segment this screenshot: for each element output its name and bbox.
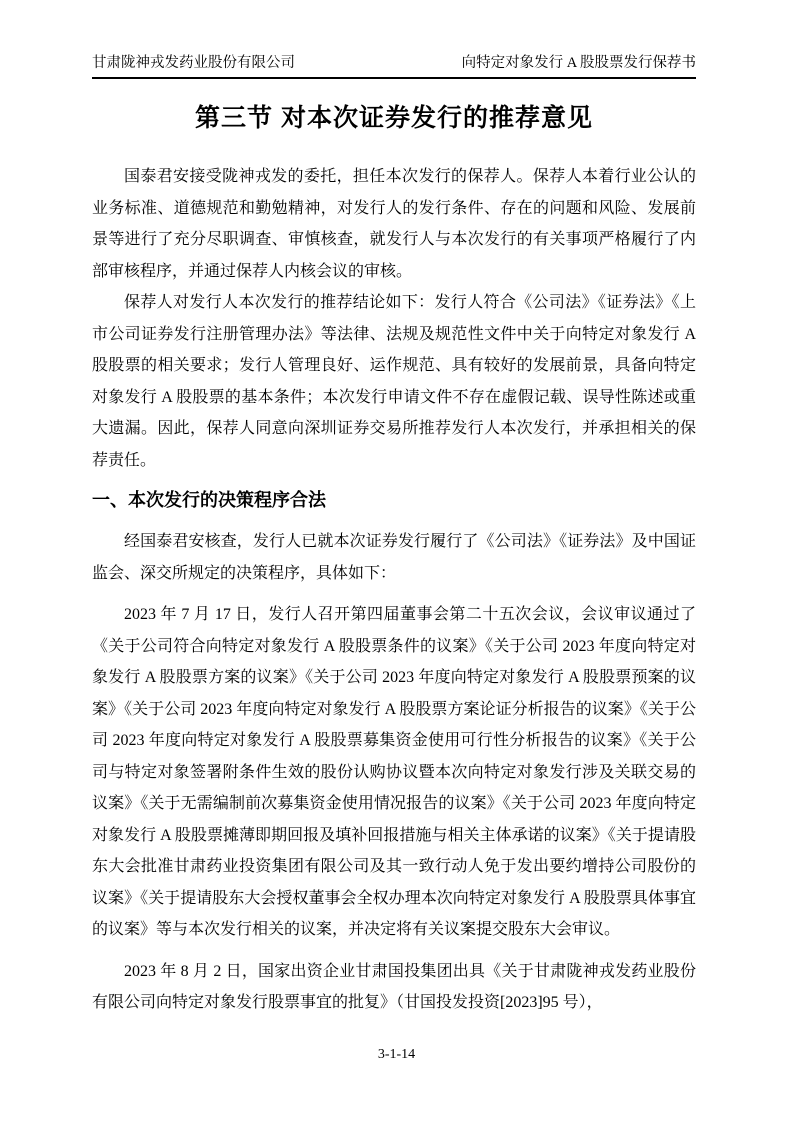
section1-paragraph-2: 2023 年 7 月 17 日，发行人召开第四届董事会第二十五次会议，会议审议通过了《关于公司符合向特定对象发行 A 股股票条件的议案》《关于公司 2023 年度向特定对象发行 A 股股票方案的议案》《关于公司 2023 年度向特定对象发行 A 股股票预案的议案》《关于公司 2023 年度向特定对象发行 A 股股票方案论证分析报告的议案》《关于公司 2023 年度向特定对象发行 A 股股票募集资金使用可行性分析报告的议案》《关于公司与特定对象签署附条件生效的股份认购协议暨本次向特定对象发行涉及关联交易的议案》《关于无需编制前次募集资金使用情况报告的议案》《关于公司 2023 年度向特定对象发行 A 股股票摊薄即期回报及填补回报措施与相关主体承诺的议案》《关于提请股东大会批准甘肃药业投资集团有限公司及其一致行动人免于发出要约增持公司股份的议案》《关于提请股东大会授权董事会全权办理本次向特定对象发行 A 股股票具体事宜的议案》等与本次发行相关的议案，并决定将有关议案提交股东大会审议。 (92, 606, 696, 938)
header-document-title: 向特定对象发行 A 股股票发行保荐书 (461, 55, 696, 71)
page-header (92, 54, 696, 79)
page-number: 3-1-14 (377, 1047, 416, 1062)
page-footer (0, 1046, 793, 1064)
intro-paragraph-2: 保荐人对发行人本次发行的推荐结论如下：发行人符合《公司法》《证券法》《上市公司证券发行注册管理办法》等法律、法规及规范性文件中关于向特定对象发行 A 股股票的相关要求；发行人管理良好、运作规范、具有较好的发展前景，具备向特定对象发行 A 股股票的基本条件；本次发行申请文件不存在虚假记载、误导性陈述或重大遗漏。因此，保荐人同意向深圳证券交易所推荐发行人本次发行，并承担相关的保荐责任。 (92, 294, 696, 469)
header-company-name: 甘肃陇神戎发药业股份有限公司 (92, 55, 295, 71)
section1-paragraph-3: 2023 年 8 月 2 日，国家出资企业甘肃国投集团出具《关于甘肃陇神戎发药业股份有限公司向特定对象发行股票事宜的批复》（甘国投发投资[2023]95 号）， (92, 962, 696, 1011)
page-title: 第三节 对本次证券发行的推荐意见 (195, 104, 593, 132)
section-heading-decision-procedure: 一、本次发行的决策程序合法 (92, 490, 326, 510)
document-body (92, 161, 696, 1019)
intro-paragraph-1: 国泰君安接受陇神戎发的委托，担任本次发行的保荐人。保荐人本着行业公认的业务标准、道德规范和勤勉精神，对发行人的发行条件、存在的问题和风险、发展前景等进行了充分尽职调查、审慎核查，就发行人与本次发行的有关事项严格履行了内部审核程序，并通过保荐人内核会议的审核。 (92, 168, 696, 280)
section1-paragraph-1: 经国泰君安核查，发行人已就本次证券发行履行了《公司法》《证券法》及中国证监会、深交所规定的决策程序，具体如下： (92, 533, 696, 582)
